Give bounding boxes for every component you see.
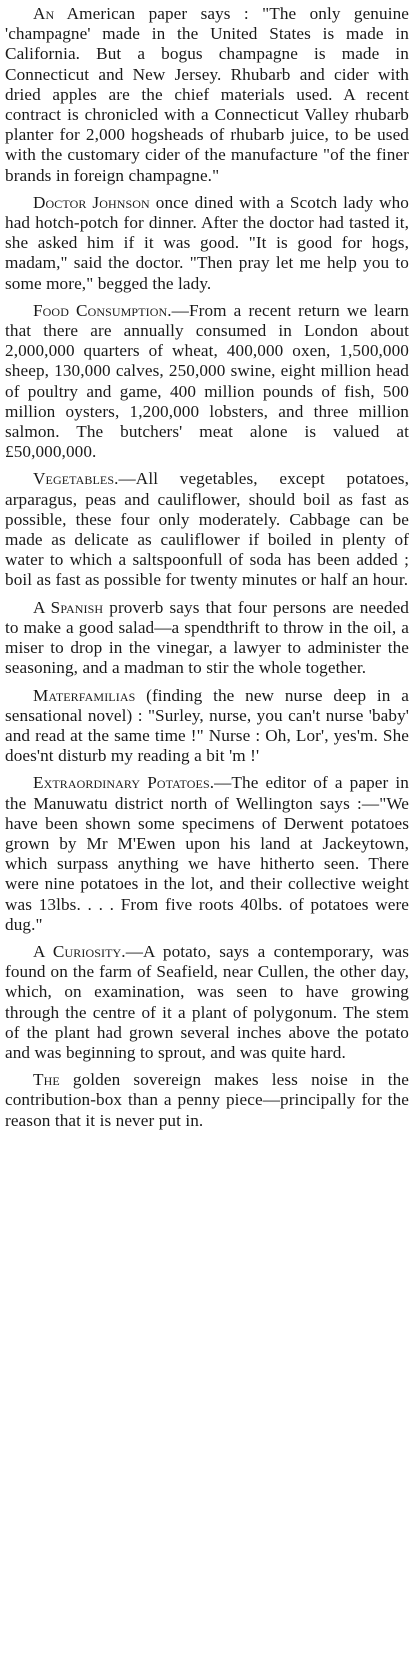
paragraph-text: American paper says : "The only genuine 'champagne' made in the United States is made in California. But a bogus champagne is made in Connecticut and New Jersey. Rhubarb and cider with dried apples are the chief materials used. A recent contract is chronicled with a Connecticut Valley rhubarb planter for 2,000 hogsheads of rhubarb juice, to be used with the customary cider of the manufacture "of the finer brands in foreign champagne." bbox=[5, 4, 409, 185]
paragraph-text: —From a recent return we learn that there are annually consumed in London about 2,000,000 quarters of wheat, 400,000 oxen, 1,500,000 sheep, 130,000 calves, 250,000 swine, eight million head of poultry and game, 400 million pounds of fish, 500 million oysters, 1,200,000 lobsters, and three million salmon. The butchers' meat alone is valued at £50,000,000. bbox=[5, 300, 409, 462]
paragraph-lead: The bbox=[33, 1070, 60, 1090]
paragraph-text: —All vegetables, except potatoes, arparagus, peas and cauliflower, should boil as fast as possible, these four only moderately. Cabbage can be made as delicate as cauliflower if boiled in plenty of water to which a saltspoonfull of soda has been added ; boil as fast as possible for twenty minutes or half an hour. bbox=[5, 469, 409, 590]
paragraph-lead: Materfamilias bbox=[33, 685, 136, 705]
paragraph-lead: An bbox=[33, 4, 55, 23]
paragraph-lead: Extraordinary Potatoes. bbox=[33, 773, 215, 793]
paragraph-extraordinary-potatoes bbox=[5, 773, 409, 935]
paragraph-text: once dined with a Scotch lady who had hotch-potch for dinner. After the doctor had tasted it, she asked him if it was good. "It is good for hogs, madam," said the doctor. "Then pray let me help you to some more," begged the lady. bbox=[5, 192, 410, 293]
paragraph-lead: Vegetables. bbox=[33, 469, 119, 489]
paragraph-text: proverb says that four persons are needed to make a good salad—a spendthrift to throw in the oil, a miser to drop in the vinegar, a lawyer to administer the seasoning, and a madman to stir the whole together. bbox=[5, 597, 409, 678]
paragraph-vegetables bbox=[5, 469, 409, 590]
paragraph-curiosity bbox=[5, 942, 409, 1063]
paragraph-golden-sovereign bbox=[5, 1070, 409, 1131]
paragraph-lead: A Spanish bbox=[33, 597, 104, 617]
paragraph-text: (finding the new nurse deep in a sensational novel) : "Surley, nurse, you can't nurse 'baby' and read at the same time !" Nurse : Oh, Lor', yes'm. She does'nt disturb my reading a bit 'm !' bbox=[5, 685, 409, 766]
paragraph-spanish-proverb bbox=[5, 598, 409, 679]
paragraph-doctor-johnson bbox=[5, 193, 409, 294]
paragraph-text: golden sovereign makes less noise in the contribution-box than a penny piece—principally for the reason that it is never put in. bbox=[5, 1070, 409, 1130]
paragraph-lead: A Curiosity. bbox=[33, 941, 126, 961]
paragraph-lead: Doctor Johnson bbox=[33, 192, 150, 212]
paragraph-food-consumption bbox=[5, 301, 409, 463]
paragraph-text: —The editor of a paper in the Manuwatu district north of Wellington says :—"We have been shown some specimens of Derwent potatoes grown by Mr M'Ewen upon his land at Jackeytown, which surpass anything we have hitherto seen. There were nine potatoes in the lot, and their collective weight was 13lbs. . . . From five roots 40lbs. of potatoes were dug." bbox=[5, 773, 409, 934]
paragraph-materfamilias bbox=[5, 686, 409, 767]
paragraph-text: —A potato, says a contemporary, was found on the farm of Seafield, near Cullen, the other day, which, on examination, was seen to have growing through the centre of it a plant of polygonum. The stem of the plant had grown several inches above the potato and was beginning to sprout, and was quite hard. bbox=[5, 941, 409, 1062]
paragraph-lead: Food Consumption. bbox=[33, 300, 172, 320]
paragraph-champagne bbox=[5, 4, 409, 186]
